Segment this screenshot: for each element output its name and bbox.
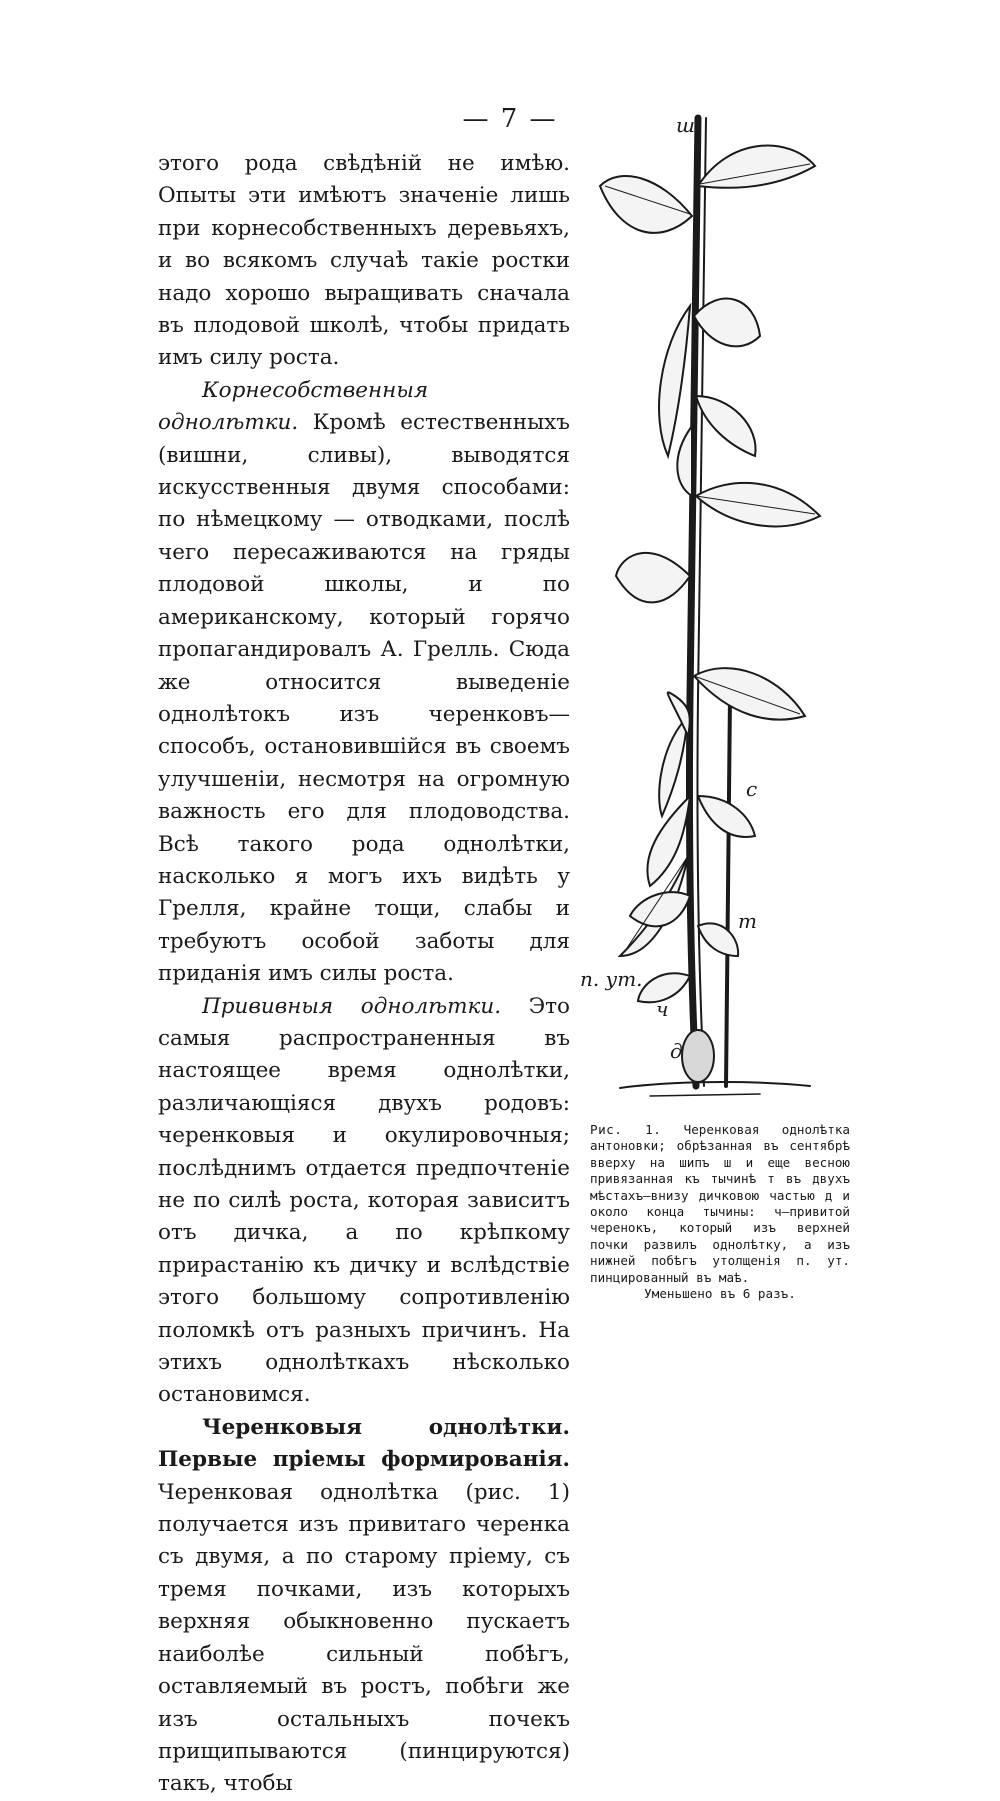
figure-caption: [590, 1122, 850, 1302]
paragraph-4: [158, 1412, 570, 1801]
leaf: [630, 892, 690, 926]
paragraph-2-body: Кромѣ естественныхъ (вишни, сливы), выводятся искусственныя двумя способами: по нѣмецкому — отводками, послѣ чего пересаживаются на гряды плодовой школы, и по американскому, который горячо пропагандировалъ А. Грелль. Сюда же относится выведеніе однолѣтокъ изъ черенковъ—способъ, остановившійся въ своемъ улучшеніи, несмотря на огромную важность его для плодоводства. Всѣ такого рода однолѣтки, насколько я могъ ихъ видѣть у Грелля, крайне тощи, слабы и требуютъ особой заботы для приданія имъ силы роста.: [158, 410, 570, 987]
paragraph-4-title: Черенковыя однолѣтки. Первые пріемы формированія.: [158, 1414, 570, 1473]
leaf: [696, 396, 756, 456]
paragraph-2-title: Корнесобственныя однолѣтки.: [158, 377, 429, 436]
paragraph-3: [158, 991, 570, 1412]
leaf: [696, 483, 820, 527]
leaf: [616, 553, 690, 602]
paragraph-2: [158, 375, 570, 991]
label-shoot: п. ут.: [580, 967, 643, 991]
caption-label: Рис. 1.: [590, 1122, 662, 1137]
label-top: ш: [676, 113, 695, 137]
leaf: [698, 923, 738, 956]
leaf: [694, 668, 805, 719]
paragraph-3-body: Это самыя распространенныя въ настоящее время однолѣтки, различающіяся двухъ родовъ: черенковыя и окулировочныя; послѣднимъ отдается предпочтеніе не по силѣ роста, которая зависитъ отъ дичка, а по крѣпкому прирастанію къ дичку и вслѣдствіе этого большому сопротивленію поломкѣ отъ разныхъ причинъ. На этихъ однолѣткахъ нѣсколько остановимся.: [158, 993, 570, 1408]
caption-scale: Уменьшено въ 6 разъ.: [644, 1286, 796, 1302]
label-middle: т: [738, 909, 757, 933]
paragraph-4-body: Черенковая однолѣтка (рис. 1) получается изъ привитаго черенка съ двумя, а по старому пріему, съ тремя почками, изъ которыхъ верхняя обыкновенно пускаетъ наиболѣе сильный побѣгъ, оставляемый въ ростъ, побѣги же изъ остальныхъ почекъ прищипываются (пинцируются) такъ, чтобы: [158, 1479, 570, 1797]
paragraph-1: этого рода свѣдѣній не имѣю. Опыты эти имѣютъ значеніе лишь при корнесобственныхъ деревьяхъ, и во всякомъ случаѣ такіе ростки надо хорошо выращивать сначала въ плодовой школѣ, чтобы придать имъ силу роста.: [158, 151, 570, 371]
leaf: [677, 426, 692, 496]
paragraph-3-title: Прививныя однолѣтки.: [202, 993, 502, 1019]
plant-drawing: [580, 96, 840, 1116]
leaf: [659, 306, 690, 456]
label-stock: д: [670, 1039, 683, 1063]
label-bud: с: [746, 777, 758, 801]
plant-illustration: [580, 96, 840, 1116]
label-scion: ч: [656, 997, 669, 1021]
page-number: — 7 —: [462, 104, 558, 134]
leaf: [698, 796, 755, 837]
leaf: [600, 176, 692, 233]
main-text-column: [158, 148, 570, 1801]
caption-body: Черенковая однолѣтка антоновки; обрѣзанная въ сентябрѣ вверху на шипъ ш и еще весною привязанная къ тычинѣ т въ двухъ мѣстахъ—внизу дичковою частью д и около конца тычины: ч—привитой черенокъ, который изъ верхней почки развилъ однолѣтку, а изъ нижней побѣгъ утолщенія п. ут. пинцированный въ маѣ.: [590, 1122, 850, 1285]
leaf: [659, 716, 688, 816]
